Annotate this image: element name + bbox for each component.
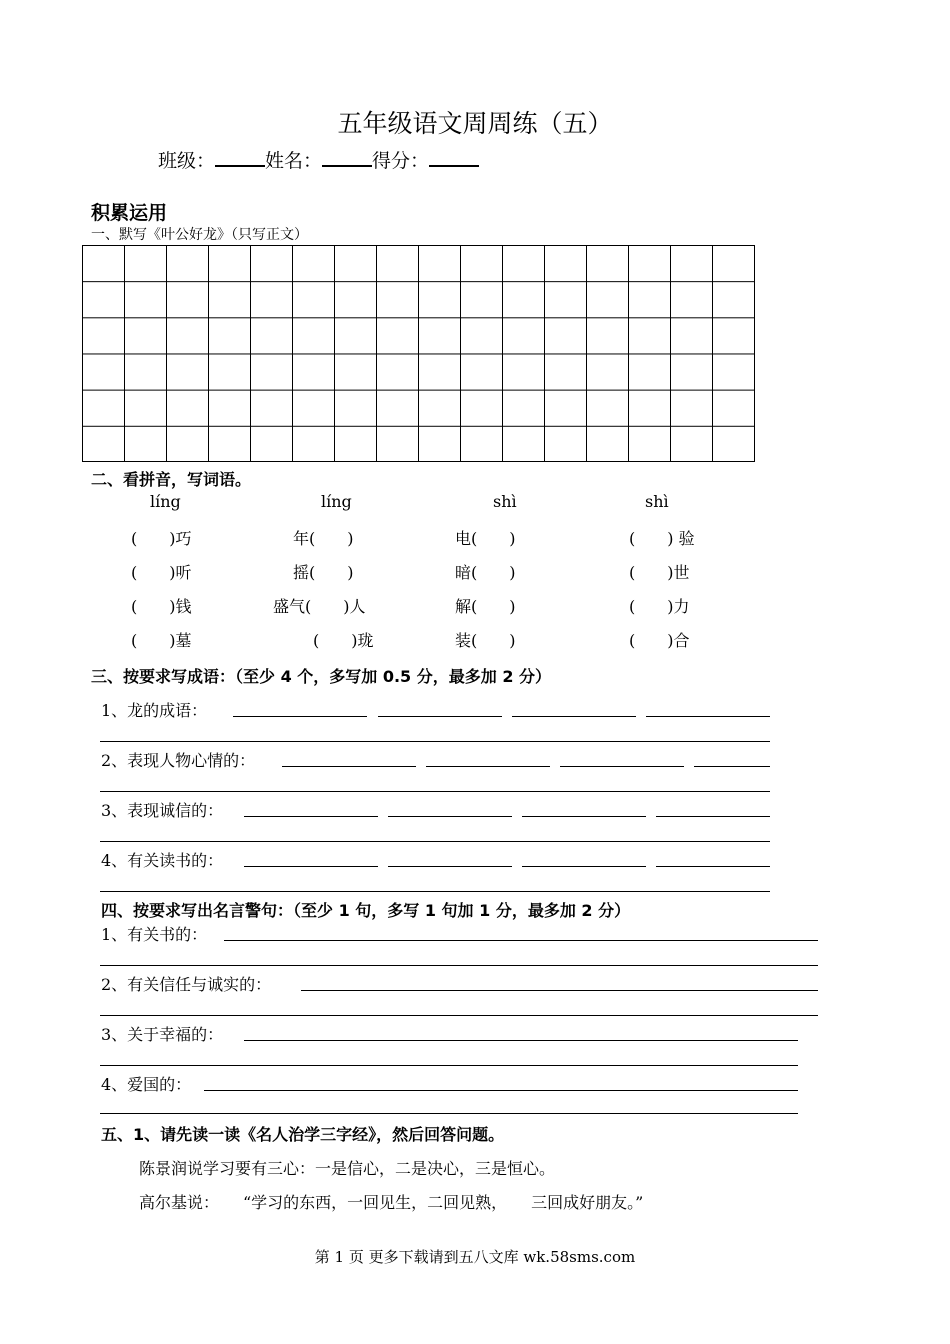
answer-line[interactable] — [100, 891, 770, 892]
q5-line-1: 陈景润说学习要有三心：一是信心，二是决心，三是恒心。 — [139, 1159, 556, 1178]
q3-item-4: 4、有关读书的： — [101, 851, 224, 870]
word-r2-c2: 摇( ) — [293, 563, 354, 582]
word-r1-c1: ( )巧 — [131, 529, 192, 548]
word-r1-c4: ( ) 验 — [629, 529, 695, 548]
word-r3-c2: 盛气( )人 — [273, 597, 366, 616]
answer-line[interactable] — [100, 1015, 818, 1016]
answer-line[interactable] — [204, 1090, 798, 1091]
page-footer: 第 1 页 更多下载请到五八文库 wk.58sms.com — [314, 1248, 636, 1266]
name-blank[interactable] — [322, 147, 372, 167]
answer-line[interactable] — [244, 1040, 798, 1041]
q5-line-2: 高尔基说： “学习的东西，一回见生，二回见熟， 三回成好朋友。” — [139, 1193, 644, 1212]
name-label: 姓名： — [265, 150, 323, 172]
answer-line[interactable] — [522, 866, 646, 867]
word-r1-c3: 电( ) — [455, 529, 516, 548]
q4-item-2: 2、有关信任与诚实的： — [101, 975, 272, 994]
answer-line[interactable] — [694, 766, 770, 767]
answer-line[interactable] — [388, 866, 512, 867]
q3-title: 三、按要求写成语：（至少 4 个，多写加 0.5 分，最多加 2 分） — [91, 667, 552, 686]
word-r3-c4: ( )力 — [629, 597, 690, 616]
class-label: 班级： — [158, 150, 216, 172]
q4-item-4: 4、爱国的： — [101, 1075, 192, 1094]
answer-line[interactable] — [233, 716, 367, 717]
word-r4-c2: ( )珑 — [313, 631, 374, 650]
section-heading: 积累运用 — [91, 202, 168, 224]
q2-title: 二、看拼音，写词语。 — [91, 470, 252, 489]
answer-line[interactable] — [100, 1113, 798, 1114]
answer-line[interactable] — [560, 766, 684, 767]
answer-line[interactable] — [100, 1065, 798, 1066]
q5-title: 五、1、请先读一读《名人治学三字经》，然后回答问题。 — [101, 1125, 505, 1144]
class-blank[interactable] — [215, 147, 265, 167]
pinyin-3: shì — [493, 492, 517, 511]
word-r1-c2: 年( ) — [293, 529, 354, 548]
answer-line[interactable] — [512, 716, 636, 717]
q3-item-3: 3、表现诚信的： — [101, 801, 224, 820]
answer-line[interactable] — [426, 766, 550, 767]
answer-line[interactable] — [656, 816, 770, 817]
page-title: 五年级语文周周练（五） — [337, 109, 613, 138]
answer-line[interactable] — [100, 965, 818, 966]
answer-line[interactable] — [378, 716, 502, 717]
answer-line[interactable] — [100, 741, 770, 742]
word-r4-c4: ( )合 — [629, 631, 690, 650]
writing-grid[interactable] — [82, 245, 755, 462]
word-r3-c1: ( )钱 — [131, 597, 192, 616]
pinyin-1: líng — [150, 492, 181, 511]
pinyin-4: shì — [645, 492, 669, 511]
q4-title: 四、按要求写出名言警句：（至少 1 句，多写 1 句加 1 分，最多加 2 分） — [101, 901, 631, 920]
answer-line[interactable] — [100, 841, 770, 842]
q4-item-3: 3、关于幸福的： — [101, 1025, 224, 1044]
answer-line[interactable] — [244, 866, 378, 867]
answer-line[interactable] — [656, 866, 770, 867]
q3-item-2: 2、表现人物心情的： — [101, 751, 256, 770]
answer-line[interactable] — [301, 990, 818, 991]
answer-line[interactable] — [388, 816, 512, 817]
word-r3-c3: 解( ) — [455, 597, 516, 616]
q1-title: 一、默写《叶公好龙》（只写正文） — [91, 227, 308, 243]
word-r4-c3: 装( ) — [455, 631, 516, 650]
student-info-line — [158, 146, 479, 173]
q4-item-1: 1、有关书的： — [101, 925, 208, 944]
answer-line[interactable] — [646, 716, 770, 717]
word-r2-c4: ( )世 — [629, 563, 690, 582]
score-blank[interactable] — [429, 147, 479, 167]
word-r2-c1: ( )听 — [131, 563, 192, 582]
q3-item-1: 1、龙的成语： — [101, 701, 208, 720]
answer-line[interactable] — [244, 816, 378, 817]
word-r2-c3: 暗( ) — [455, 563, 516, 582]
answer-line[interactable] — [282, 766, 416, 767]
score-label: 得分： — [372, 150, 430, 172]
word-r4-c1: ( )墓 — [131, 631, 192, 650]
answer-line[interactable] — [522, 816, 646, 817]
answer-line[interactable] — [100, 791, 770, 792]
answer-line[interactable] — [224, 940, 818, 941]
pinyin-2: líng — [321, 492, 352, 511]
